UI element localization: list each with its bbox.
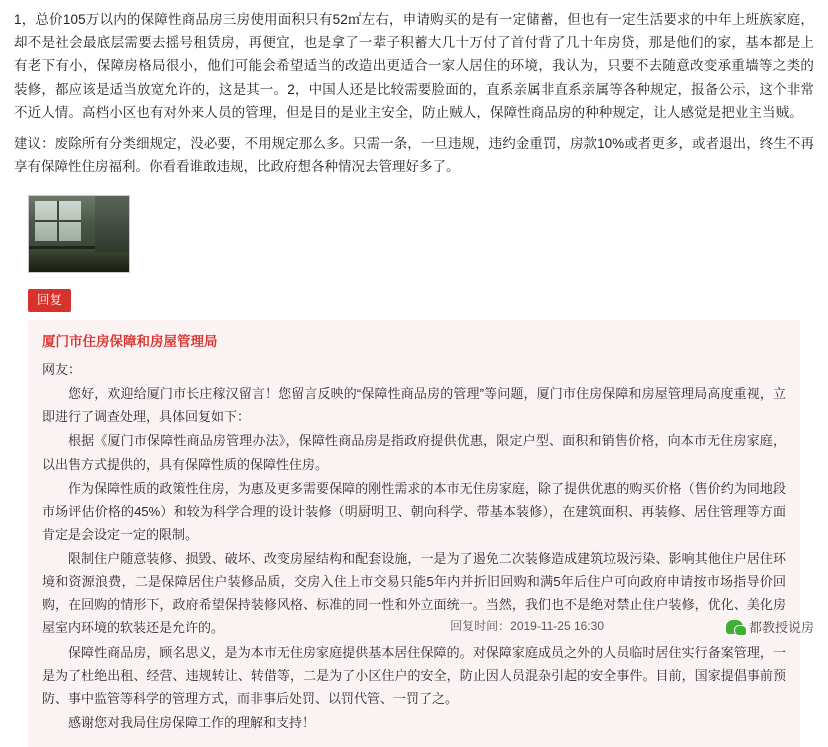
reply-block bbox=[28, 320, 800, 747]
reply-paragraph: 感谢您对我局住房保障工作的理解和支持！ bbox=[68, 714, 316, 730]
footer bbox=[14, 610, 814, 636]
post-photo-wrapper[interactable] bbox=[28, 195, 814, 273]
reply-paragraph: 限制住户随意装修、损毁、破坏、改变房屋结构和配套设施，一是为了遏免二次装修造成建筑垃圾污染、影响其他住户居住环境和资源浪费，二是保障居住户装修品质，交房入住上市交易只能5年内并折旧回购和满5年后住户可向政府申请按市场指导价回购，在回购的情形下，政府希望保持装修风格、标准的同一性和外立面统一。当然，我们也不是绝对禁止住户装修，优化、美化房屋室内环境的软装还是允许的。 bbox=[42, 551, 786, 636]
post-photo[interactable] bbox=[28, 195, 130, 273]
reply-time: 回复时间：2019-11-25 16:30 bbox=[450, 619, 604, 633]
reply-paragraph: 作为保障性质的政策性住房，为惠及更多需要保障的刚性需求的本市无住房家庭，除了提供优惠的购买价格（售价约为同地段市场评估价格的45%）和较为科学合理的设计装修（明厨明卫、朝向科学、带基本装修），在建筑面积、再装修、居住管理等方面肯定是会设定一定的限制。 bbox=[42, 480, 786, 542]
reply-organization: 厦门市住房保障和房屋管理局 bbox=[42, 334, 218, 350]
reply-paragraph: 根据《厦门市保障性商品房管理办法》，保障性商品房是指政府提供优惠，限定户型、面积和销售价格，向本市无住房家庭，以出售方式提供的，具有保障性质的保障性住房。 bbox=[42, 433, 786, 472]
account-name: 都教授说房 bbox=[748, 620, 814, 635]
floor-area bbox=[29, 252, 129, 272]
wechat-icon bbox=[726, 620, 743, 634]
post-body bbox=[14, 8, 814, 124]
post-suggestion: 建议：废除所有分类细规定，没必要，不用规定那么多。只需一条，一旦违规，违约金重罚，房款10%或者更多，或者退出，终生不再享有保障性住房福利。你看看谁敢违规，比政府想各种情况去管理好多了。 bbox=[14, 136, 814, 175]
reply-tag: 回复 bbox=[28, 289, 71, 313]
window-mullion-horizontal bbox=[35, 220, 81, 222]
reply-text bbox=[42, 358, 786, 734]
reply-paragraph: 保障性商品房，顾名思义，是为本市无住房家庭提供基本居住保障的。对保障家庭成员之外的人员临时居住实行备案管理，一是为了杜绝出租、经营、违规转让、转借等，二是为了小区住户的安全，防止因人员混杂引起的安全事件。目前，国家提倡事前预防、事中监管等科学的管理方式，而非事后处罚、以罚代管、一罚了之。 bbox=[42, 644, 786, 706]
account-badge[interactable] bbox=[726, 617, 814, 636]
reply-paragraph: 您好，欢迎给厦门市长庄稼汉留言！您留言反映的“保障性商品房的管理”等问题，厦门市住房保障和房屋管理局高度重视，立即进行了调查处理，具体回复如下： bbox=[42, 386, 786, 425]
reply-greeting: 网友： bbox=[42, 362, 82, 378]
post-paragraph: 1，总价105万以内的保障性商品房三房使用面积只有52㎡左右，申请购买的是有一定储蓄，但也有一定生活要求的中年上班族家庭，却不是社会最底层需要去摇号租赁房，再便宜，也是拿了一辈子积蓄大几十万付了首付背了几十年房贷，那是他们的家，基本都是上有老下有小，保障房格局很小，他们可能会希望适当的改造出更适合一家人居住的环境，我认为，只要不去随意改变承重墙等之类的装修，都应该是适当放宽允许的，这是其一。2，中国人还是比较需要脸面的，直系亲属非直系亲属等各种规定，报备公示，这个非常不近人情。高档小区也有对外来人员的管理，但是目的是业主安全，防止贼人，保障性商品房的种种规定，让人感觉是把业主当贼。 bbox=[14, 12, 814, 120]
